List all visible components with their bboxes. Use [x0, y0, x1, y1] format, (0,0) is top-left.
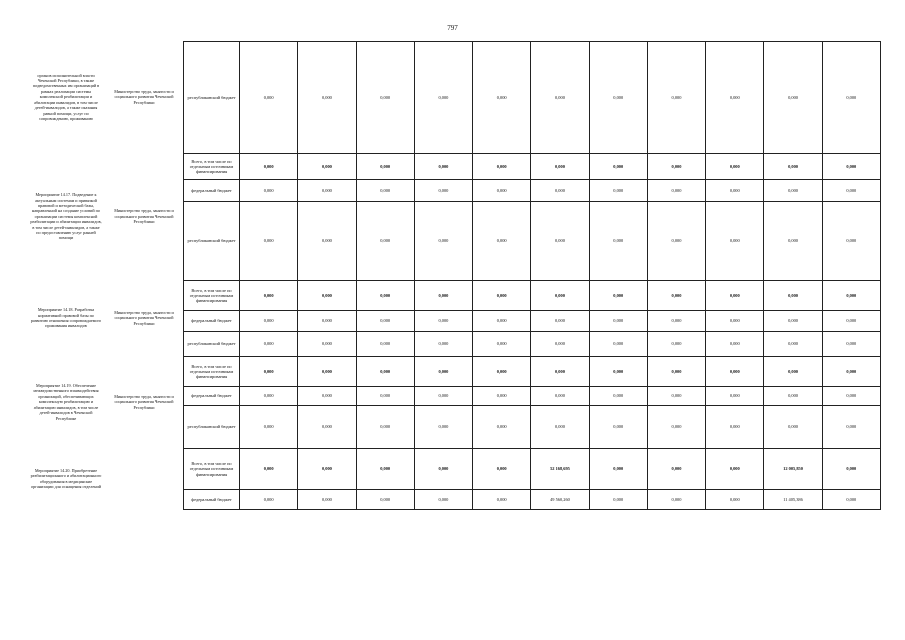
activity-name: Мероприятие 14.18. Разработка нормативной правовой базы по развитию отношения сопровождаемого проживания инвалидов — [30, 307, 102, 329]
amount-cell: 0,000 — [473, 180, 531, 202]
amount-cell: 0,000 — [531, 202, 589, 281]
amount-cell: 0,000 — [356, 449, 414, 490]
amount-cell: 0,000 — [647, 154, 705, 180]
amount-cell: 0,000 — [298, 281, 356, 311]
funding-source-label: республиканский бюджет — [184, 202, 240, 281]
amount-cell: 0,000 — [589, 406, 647, 449]
amount-cell: 0,000 — [764, 180, 822, 202]
amount-cell: 0,000 — [706, 202, 764, 281]
amount-cell: 0,000 — [647, 387, 705, 406]
amount-cell: 0,000 — [647, 42, 705, 154]
amount-cell: 0,000 — [764, 357, 822, 387]
amount-cell: 0,000 — [356, 281, 414, 311]
group-row — [27, 41, 183, 153]
amount-cell: 0,000 — [706, 281, 764, 311]
amount-cell: 0,000 — [473, 406, 531, 449]
amount-cell: 0,000 — [647, 449, 705, 490]
amount-cell: 0,000 — [531, 180, 589, 202]
financing-row — [184, 490, 881, 510]
amount-cell: 0,000 — [822, 42, 880, 154]
amount-cell: 0,000 — [706, 449, 764, 490]
amount-cell: 11 405,386 — [764, 490, 822, 510]
amount-cell: 0,000 — [473, 332, 531, 357]
funding-source-label: республиканский бюджет — [184, 42, 240, 154]
amount-cell: 0,000 — [240, 42, 298, 154]
amount-cell: 0,000 — [414, 357, 472, 387]
amount-cell: 0,000 — [531, 281, 589, 311]
amount-cell: 0,000 — [822, 180, 880, 202]
amount-cell: 0,000 — [473, 154, 531, 180]
funding-source-label: республиканский бюджет — [184, 406, 240, 449]
amount-cell: 0,000 — [589, 311, 647, 332]
amount-cell: 0,000 — [356, 332, 414, 357]
amount-cell: 0,000 — [356, 154, 414, 180]
amount-cell: 0,000 — [589, 281, 647, 311]
amount-cell: 0,000 — [414, 387, 472, 406]
amount-cell: 0,000 — [356, 406, 414, 449]
amount-cell: 0,000 — [298, 202, 356, 281]
financing-row — [184, 449, 881, 490]
amount-cell: 0,000 — [298, 332, 356, 357]
amount-cell: 0,000 — [706, 332, 764, 357]
amount-cell: 0,000 — [764, 311, 822, 332]
financing-row — [184, 42, 881, 154]
activity-descriptions — [27, 41, 183, 509]
amount-cell: 0,000 — [589, 154, 647, 180]
amount-cell: 0,000 — [764, 202, 822, 281]
amount-cell: 0,000 — [531, 387, 589, 406]
financing-table — [183, 41, 881, 509]
group-row — [27, 356, 183, 448]
amount-cell: 0,000 — [473, 449, 531, 490]
activity-name: Мероприятие 14.19. Обеспечение межведомственного взаимодействия организаций, обеспечивающих комплексную реабилитацию и абилитацию инвалидов, в том числе детей-инвалидов в Чеченской Республике — [33, 383, 99, 421]
amount-cell: 0,000 — [356, 490, 414, 510]
amount-cell: 0,000 — [589, 180, 647, 202]
amount-cell: 0,000 — [647, 332, 705, 357]
amount-cell: 0,000 — [822, 332, 880, 357]
amount-cell: 0,000 — [298, 311, 356, 332]
amount-cell: 0,000 — [822, 281, 880, 311]
activity-name: органов исполнительной власти Чеченской Республики, в также подведомственных им организаций в рамках реализации системы комплексной реабилитации и абилитации инвалидов, в том числе детей-инвалидов, а также оказания равной помощи, услуг по сопровождению, проживанию — [32, 72, 100, 121]
amount-cell: 0,000 — [589, 202, 647, 281]
amount-cell: 0,000 — [589, 449, 647, 490]
amount-cell: 0,000 — [240, 406, 298, 449]
amount-cell: 0,000 — [706, 154, 764, 180]
amount-cell: 0,000 — [706, 311, 764, 332]
amount-cell: 0,000 — [822, 490, 880, 510]
funding-source-label: федеральный бюджет — [184, 387, 240, 406]
amount-cell: 0,000 — [298, 490, 356, 510]
amount-cell: 0,000 — [298, 406, 356, 449]
amount-cell: 0,000 — [531, 311, 589, 332]
amount-cell: 0,000 — [473, 357, 531, 387]
amount-cell: 0,000 — [240, 387, 298, 406]
amount-cell: 0,000 — [706, 490, 764, 510]
amount-cell: 0,000 — [298, 180, 356, 202]
amount-cell: 0,000 — [356, 202, 414, 281]
amount-cell: 0,000 — [531, 42, 589, 154]
amount-cell: 0,000 — [531, 154, 589, 180]
responsible-organization — [105, 448, 183, 509]
amount-cell: 0,000 — [647, 357, 705, 387]
funding-source-label: Всего, в том числе по отдельным источникам финансирования — [184, 357, 240, 387]
amount-cell: 0,000 — [414, 449, 472, 490]
amount-cell: 0,000 — [589, 357, 647, 387]
page-number: 797 — [447, 24, 458, 32]
amount-cell: 0,000 — [706, 42, 764, 154]
amount-cell: 0,000 — [473, 42, 531, 154]
amount-cell: 0,000 — [356, 42, 414, 154]
amount-cell: 0,000 — [647, 406, 705, 449]
financing-row — [184, 406, 881, 449]
amount-cell: 0,000 — [647, 202, 705, 281]
amount-cell: 0,000 — [414, 180, 472, 202]
group-row — [27, 280, 183, 356]
amount-cell: 0,000 — [298, 154, 356, 180]
amount-cell: 0,000 — [531, 406, 589, 449]
financing-row — [184, 154, 881, 180]
amount-cell: 0,000 — [240, 449, 298, 490]
financing-row — [184, 357, 881, 387]
funding-source-label: Всего, в том числе по отдельным источникам финансирования — [184, 154, 240, 180]
funding-source-label: федеральный бюджет — [184, 490, 240, 510]
amount-cell: 0,000 — [356, 311, 414, 332]
amount-cell: 0,000 — [822, 406, 880, 449]
financing-row — [184, 281, 881, 311]
funding-source-label: Всего, в том числе по отдельным источникам финансирования — [184, 449, 240, 490]
amount-cell: 0,000 — [706, 387, 764, 406]
amount-cell: 0,000 — [647, 490, 705, 510]
amount-cell: 0,000 — [764, 332, 822, 357]
amount-cell: 0,000 — [764, 42, 822, 154]
amount-cell: 0,000 — [822, 311, 880, 332]
amount-cell: 0,000 — [473, 490, 531, 510]
amount-cell: 0,000 — [764, 154, 822, 180]
amount-cell: 0,000 — [764, 281, 822, 311]
amount-cell: 49 560,260 — [531, 490, 589, 510]
amount-cell: 0,000 — [356, 180, 414, 202]
amount-cell: 0,000 — [531, 357, 589, 387]
amount-cell: 0,000 — [706, 180, 764, 202]
amount-cell: 0,000 — [240, 281, 298, 311]
amount-cell: 0,000 — [473, 281, 531, 311]
amount-cell: 0,000 — [822, 154, 880, 180]
amount-cell: 0,000 — [298, 42, 356, 154]
funding-source-label: федеральный бюджет — [184, 180, 240, 202]
amount-cell: 0,000 — [764, 387, 822, 406]
amount-cell: 0,000 — [473, 311, 531, 332]
financing-row — [184, 311, 881, 332]
amount-cell: 0,000 — [589, 490, 647, 510]
amount-cell: 0,000 — [414, 406, 472, 449]
amount-cell: 0,000 — [414, 154, 472, 180]
amount-cell: 0,000 — [240, 154, 298, 180]
amount-cell: 0,000 — [414, 490, 472, 510]
amount-cell: 0,000 — [706, 357, 764, 387]
funding-source-label: республиканский бюджет — [184, 332, 240, 357]
amount-cell: 0,000 — [240, 332, 298, 357]
funding-source-label: Всего, в том числе по отдельным источникам финансирования — [184, 281, 240, 311]
amount-cell: 0,000 — [356, 387, 414, 406]
amount-cell: 0,000 — [764, 406, 822, 449]
amount-cell: 0,000 — [822, 387, 880, 406]
amount-cell: 0,000 — [647, 180, 705, 202]
amount-cell: 0,000 — [647, 311, 705, 332]
amount-cell: 0,000 — [706, 406, 764, 449]
amount-cell: 0,000 — [589, 42, 647, 154]
financing-row — [184, 332, 881, 357]
financing-row — [184, 180, 881, 202]
group-row — [27, 153, 183, 280]
amount-cell: 0,000 — [414, 42, 472, 154]
amount-cell: 0,000 — [531, 332, 589, 357]
amount-cell: 0,000 — [414, 202, 472, 281]
amount-cell: 0,000 — [589, 387, 647, 406]
responsible-organization: Министерство труда, занятости и социального развития Чеченской Республики — [114, 208, 174, 225]
amount-cell: 0,000 — [298, 387, 356, 406]
amount-cell: 0,000 — [414, 281, 472, 311]
amount-cell: 0,000 — [240, 357, 298, 387]
amount-cell: 0,000 — [298, 449, 356, 490]
financing-row — [184, 202, 881, 281]
amount-cell: 0,000 — [473, 202, 531, 281]
amount-cell: 0,000 — [240, 311, 298, 332]
amount-cell: 0,000 — [414, 311, 472, 332]
group-row — [27, 448, 183, 509]
activity-name: Мероприятие 14.17. Подведение к актуальным системам и привязкой правовой и методической базы, направленной на создание условий по организации системы комплексной реабилитации и абилитации инвалидов, в том числе детей-инвалидов, а также по предоставлению услуг ранней помощи — [30, 192, 102, 241]
responsible-organization: Министерство труда, занятости и социального развития Чеченской Республики — [114, 393, 174, 410]
amount-cell: 0,000 — [356, 357, 414, 387]
amount-cell: 0,000 — [473, 387, 531, 406]
amount-cell: 0,000 — [240, 490, 298, 510]
amount-cell: 52 168,695 — [531, 449, 589, 490]
amount-cell: 0,000 — [240, 180, 298, 202]
responsible-organization: Министерство труда, занятости и социального развития Чеченской Республики — [114, 309, 174, 326]
amount-cell: 0,000 — [822, 357, 880, 387]
funding-source-label: федеральный бюджет — [184, 311, 240, 332]
amount-cell: 0,000 — [414, 332, 472, 357]
amount-cell: 0,000 — [298, 357, 356, 387]
amount-cell: 12 005,850 — [764, 449, 822, 490]
amount-cell: 0,000 — [822, 449, 880, 490]
amount-cell: 0,000 — [822, 202, 880, 281]
amount-cell: 0,000 — [647, 281, 705, 311]
financing-row — [184, 387, 881, 406]
activity-name: Мероприятие 14.20. Приобретение реабилитационного и абилитационного оборудования в медицинские организации для оснащения отделений — [30, 467, 102, 489]
responsible-organization: Министерство труда, занятости и социального развития Чеченской Республики — [114, 88, 174, 105]
amount-cell: 0,000 — [589, 332, 647, 357]
amount-cell: 0,000 — [240, 202, 298, 281]
